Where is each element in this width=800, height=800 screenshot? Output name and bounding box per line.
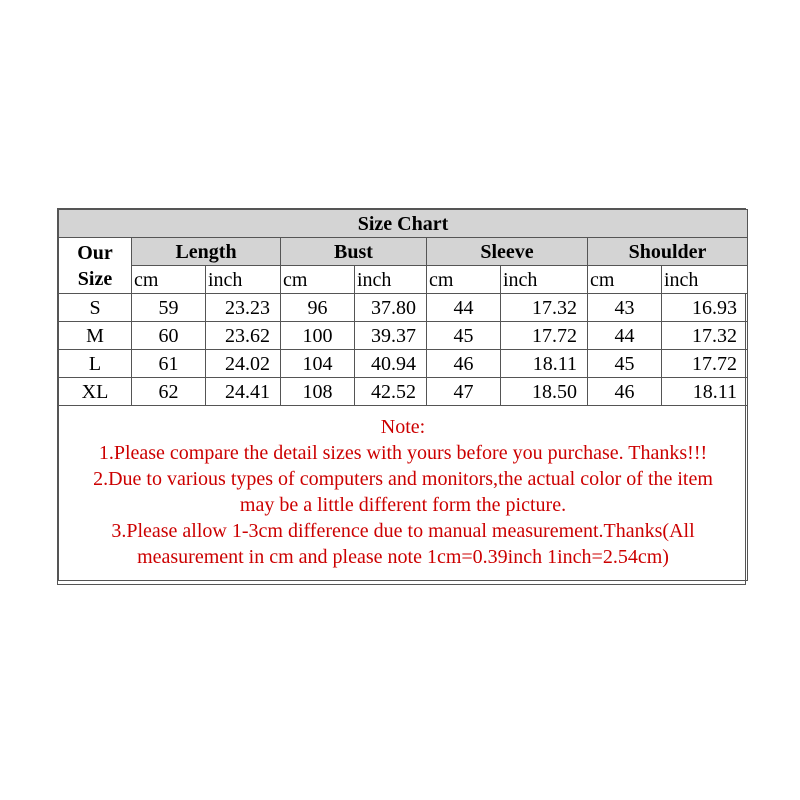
table-cell: 46 xyxy=(588,378,662,406)
table-cell: 61 xyxy=(132,350,206,378)
table-cell: 18.50 xyxy=(501,378,588,406)
table-cell: 43 xyxy=(588,294,662,322)
table-title: Size Chart xyxy=(59,210,748,238)
table-cell: 23.23 xyxy=(206,294,281,322)
unit-header: cm xyxy=(132,266,206,294)
unit-header: inch xyxy=(662,266,748,294)
table-cell: 24.02 xyxy=(206,350,281,378)
size-header-line1: Our xyxy=(77,241,113,264)
table-row xyxy=(59,378,748,406)
size-column-header xyxy=(59,238,132,294)
table-cell: 17.32 xyxy=(501,294,588,322)
size-header-line2: Size xyxy=(77,267,113,290)
notes-section xyxy=(59,406,748,581)
table-cell: 108 xyxy=(281,378,355,406)
table-cell: 39.37 xyxy=(355,322,427,350)
unit-header: cm xyxy=(588,266,662,294)
note-heading: Note: xyxy=(380,416,426,438)
unit-header-row xyxy=(59,266,748,294)
sleeve-header: Sleeve xyxy=(427,238,588,266)
group-header-row xyxy=(59,238,748,266)
table-row xyxy=(59,294,748,322)
size-chart-table xyxy=(58,209,748,581)
note-line-3a: 3.Please allow 1-3cm difference due to manual measurement.Thanks(All xyxy=(111,520,695,542)
table-cell: 17.32 xyxy=(662,322,748,350)
unit-header: inch xyxy=(355,266,427,294)
table-cell: 44 xyxy=(588,322,662,350)
table-cell: 44 xyxy=(427,294,501,322)
table-row xyxy=(59,350,748,378)
unit-header: inch xyxy=(206,266,281,294)
note-line-3b: measurement in cm and please note 1cm=0.39inch 1inch=2.54cm) xyxy=(137,546,669,568)
table-cell: 40.94 xyxy=(355,350,427,378)
table-cell: 96 xyxy=(281,294,355,322)
table-cell: 45 xyxy=(588,350,662,378)
bust-header: Bust xyxy=(281,238,427,266)
table-row xyxy=(59,322,748,350)
notes-row xyxy=(59,406,748,581)
shoulder-header: Shoulder xyxy=(588,238,748,266)
unit-header: cm xyxy=(427,266,501,294)
table-cell: 18.11 xyxy=(501,350,588,378)
title-row xyxy=(59,210,748,238)
table-cell: 24.41 xyxy=(206,378,281,406)
table-cell: 62 xyxy=(132,378,206,406)
table-cell: 59 xyxy=(132,294,206,322)
table-cell: 37.80 xyxy=(355,294,427,322)
table-cell: 16.93 xyxy=(662,294,748,322)
unit-header: inch xyxy=(501,266,588,294)
table-cell: 17.72 xyxy=(501,322,588,350)
table-cell: 60 xyxy=(132,322,206,350)
table-cell: 104 xyxy=(281,350,355,378)
note-line-2b: may be a little different form the picture. xyxy=(239,494,567,516)
table-cell: 45 xyxy=(427,322,501,350)
note-line-2a: 2.Due to various types of computers and monitors,the actual color of the item xyxy=(93,468,713,490)
table-cell: 18.11 xyxy=(662,378,748,406)
unit-header: cm xyxy=(281,266,355,294)
length-header: Length xyxy=(132,238,281,266)
table-cell: 100 xyxy=(281,322,355,350)
table-cell: 23.62 xyxy=(206,322,281,350)
size-chart xyxy=(57,208,746,585)
table-cell: 17.72 xyxy=(662,350,748,378)
table-cell: 46 xyxy=(427,350,501,378)
size-cell: XL xyxy=(59,378,132,406)
note-line-1: 1.Please compare the detail sizes with yours before you purchase. Thanks!!! xyxy=(98,442,708,464)
size-cell: S xyxy=(59,294,132,322)
size-cell: L xyxy=(59,350,132,378)
table-cell: 47 xyxy=(427,378,501,406)
size-cell: M xyxy=(59,322,132,350)
table-cell: 42.52 xyxy=(355,378,427,406)
